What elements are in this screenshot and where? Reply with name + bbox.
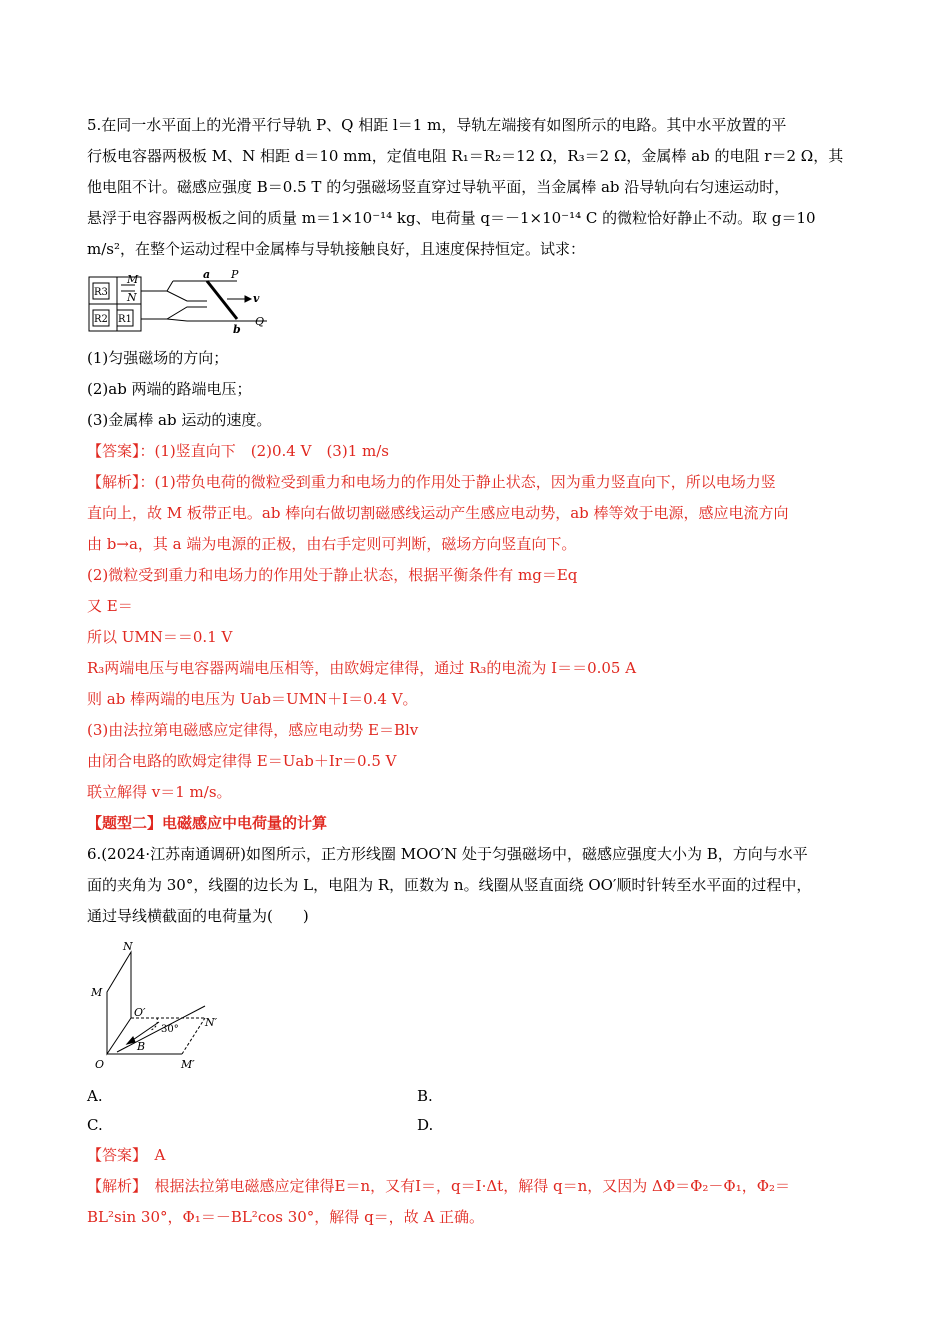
label-angle: 30° xyxy=(161,1024,179,1035)
label-v: v xyxy=(253,292,260,305)
analysis-line: R₃两端电压与电容器两端电压相等，由欧姆定律得，通过 R₃的电流为 I＝＝0.05 A xyxy=(87,659,637,677)
label-b: b xyxy=(233,323,241,335)
q6-stem-line: 通过导线横截面的电荷量为( ) xyxy=(87,907,309,925)
analysis-line: 直向上，故 M 板带正电。ab 棒向右做切割磁感线运动产生感应电动势，ab 棒等效于电源，感应电流方向 xyxy=(87,504,789,522)
q5-stem-line: m/s²，在整个运动过程中金属棒与导轨接触良好，且速度保持恒定。试求： xyxy=(87,240,585,258)
label-b: B xyxy=(137,1040,146,1053)
label-r2: R2 xyxy=(94,314,108,325)
q6-answer: 【答案】 A xyxy=(87,1146,166,1164)
label-o-prime: O′ xyxy=(134,1006,146,1019)
q6-options-row-2 xyxy=(87,1111,877,1140)
analysis-line: (3)由法拉第电磁感应定律得，感应电动势 E＝Blv xyxy=(87,721,419,739)
label-n: N xyxy=(123,940,133,953)
label-q: Q xyxy=(255,315,265,328)
label-r3: R3 xyxy=(94,287,108,298)
q6-stem-line: 面的夹角为 30°，线圈的边长为 L，电阻为 R，匝数为 n。线圈从竖直面绕 OO′顺时针转至水平面的过程中， xyxy=(87,876,812,894)
section-heading: 【题型二】电磁感应中电荷量的计算 xyxy=(87,814,328,832)
label-m: M xyxy=(91,986,103,999)
analysis-line: 则 ab 棒两端的电压为 Uab＝UMN＋I＝0.4 V。 xyxy=(87,690,418,708)
q5-stem xyxy=(87,110,877,265)
subquestion: (3)金属棒 ab 运动的速度。 xyxy=(87,411,272,429)
q5-stem-line: 他电阻不计。磁感应强度 B＝0.5 T 的匀强磁场竖直穿过导轨平面，当金属棒 ab 沿导轨向右匀速运动时， xyxy=(87,178,790,196)
q6-stem xyxy=(87,839,877,932)
label-n-prime: N′ xyxy=(205,1016,218,1029)
label-r1: R1 xyxy=(118,314,132,325)
subquestion: (2)ab 两端的路端电压； xyxy=(87,380,252,398)
option-d[interactable]: D. xyxy=(417,1116,434,1134)
q5-analysis xyxy=(87,467,877,808)
coil-diagram xyxy=(87,934,237,1074)
option-b[interactable]: B. xyxy=(417,1087,433,1105)
q5-subquestions xyxy=(87,343,877,436)
q6-stem-line: 6.(2024·江苏南通调研)如图所示，正方形线圈 MOO′N 处于匀强磁场中，磁感应强度大小为 B，方向与水平 xyxy=(87,845,808,863)
label-m: M xyxy=(127,273,139,286)
q5-stem-line: 5.在同一水平面上的光滑平行导轨 P、Q 相距 l＝1 m，导轨左端接有如图所示的电路。其中水平放置的平 xyxy=(87,116,787,134)
label-n: N xyxy=(127,291,137,304)
option-c[interactable]: C. xyxy=(87,1116,103,1134)
label-p: P xyxy=(231,269,239,281)
q5-stem-line: 悬浮于电容器两极板之间的质量 m＝1×10⁻¹⁴ kg、电荷量 q＝－1×10⁻¹⁴ C 的微粒恰好静止不动。取 g＝10 xyxy=(87,209,816,227)
option-a[interactable]: A. xyxy=(87,1087,103,1105)
analysis-line: (2)微粒受到重力和电场力的作用处于静止状态，根据平衡条件有 mg＝Eq xyxy=(87,566,578,584)
circuit-diagram xyxy=(87,269,277,335)
q6-analysis xyxy=(87,1171,877,1233)
q5-answer: 【答案】：(1)竖直向下 (2)0.4 V (3)1 m/s xyxy=(87,442,389,460)
analysis-line: 由 b→a，其 a 端为电源的正极，由右手定则可判断，磁场方向竖直向下。 xyxy=(87,535,577,553)
analysis-line: 联立解得 v＝1 m/s。 xyxy=(87,783,232,801)
analysis-line: 【解析】 根据法拉第电磁感应定律得E＝n，又有I＝，q＝I·Δt，解得 q＝n，又因为 ΔΦ＝Φ₂－Φ₁，Φ₂＝ xyxy=(87,1177,791,1195)
analysis-line: 又 E＝ xyxy=(87,597,133,615)
analysis-line: BL²sin 30°，Φ₁＝－BL²cos 30°，解得 q＝，故 A 正确。 xyxy=(87,1208,485,1226)
label-m-prime: M′ xyxy=(181,1058,195,1071)
q5-stem-line: 行板电容器两极板 M、N 相距 d＝10 mm，定值电阻 R₁＝R₂＝12 Ω，R₃＝2 Ω，金属棒 ab 的电阻 r＝2 Ω，其 xyxy=(87,147,844,165)
analysis-line: 由闭合电路的欧姆定律得 E＝Uab＋Ir＝0.5 V xyxy=(87,752,397,770)
document-page xyxy=(87,110,877,1233)
label-a: a xyxy=(203,269,211,281)
q6-options-row-1 xyxy=(87,1082,877,1111)
analysis-line: 【解析】：(1)带负电荷的微粒受到重力和电场力的作用处于静止状态，因为重力竖直向下，所以电场力竖 xyxy=(87,473,776,491)
analysis-line: 所以 UMN＝＝0.1 V xyxy=(87,628,233,646)
subquestion: (1)匀强磁场的方向； xyxy=(87,349,229,367)
label-o: O xyxy=(95,1058,105,1071)
